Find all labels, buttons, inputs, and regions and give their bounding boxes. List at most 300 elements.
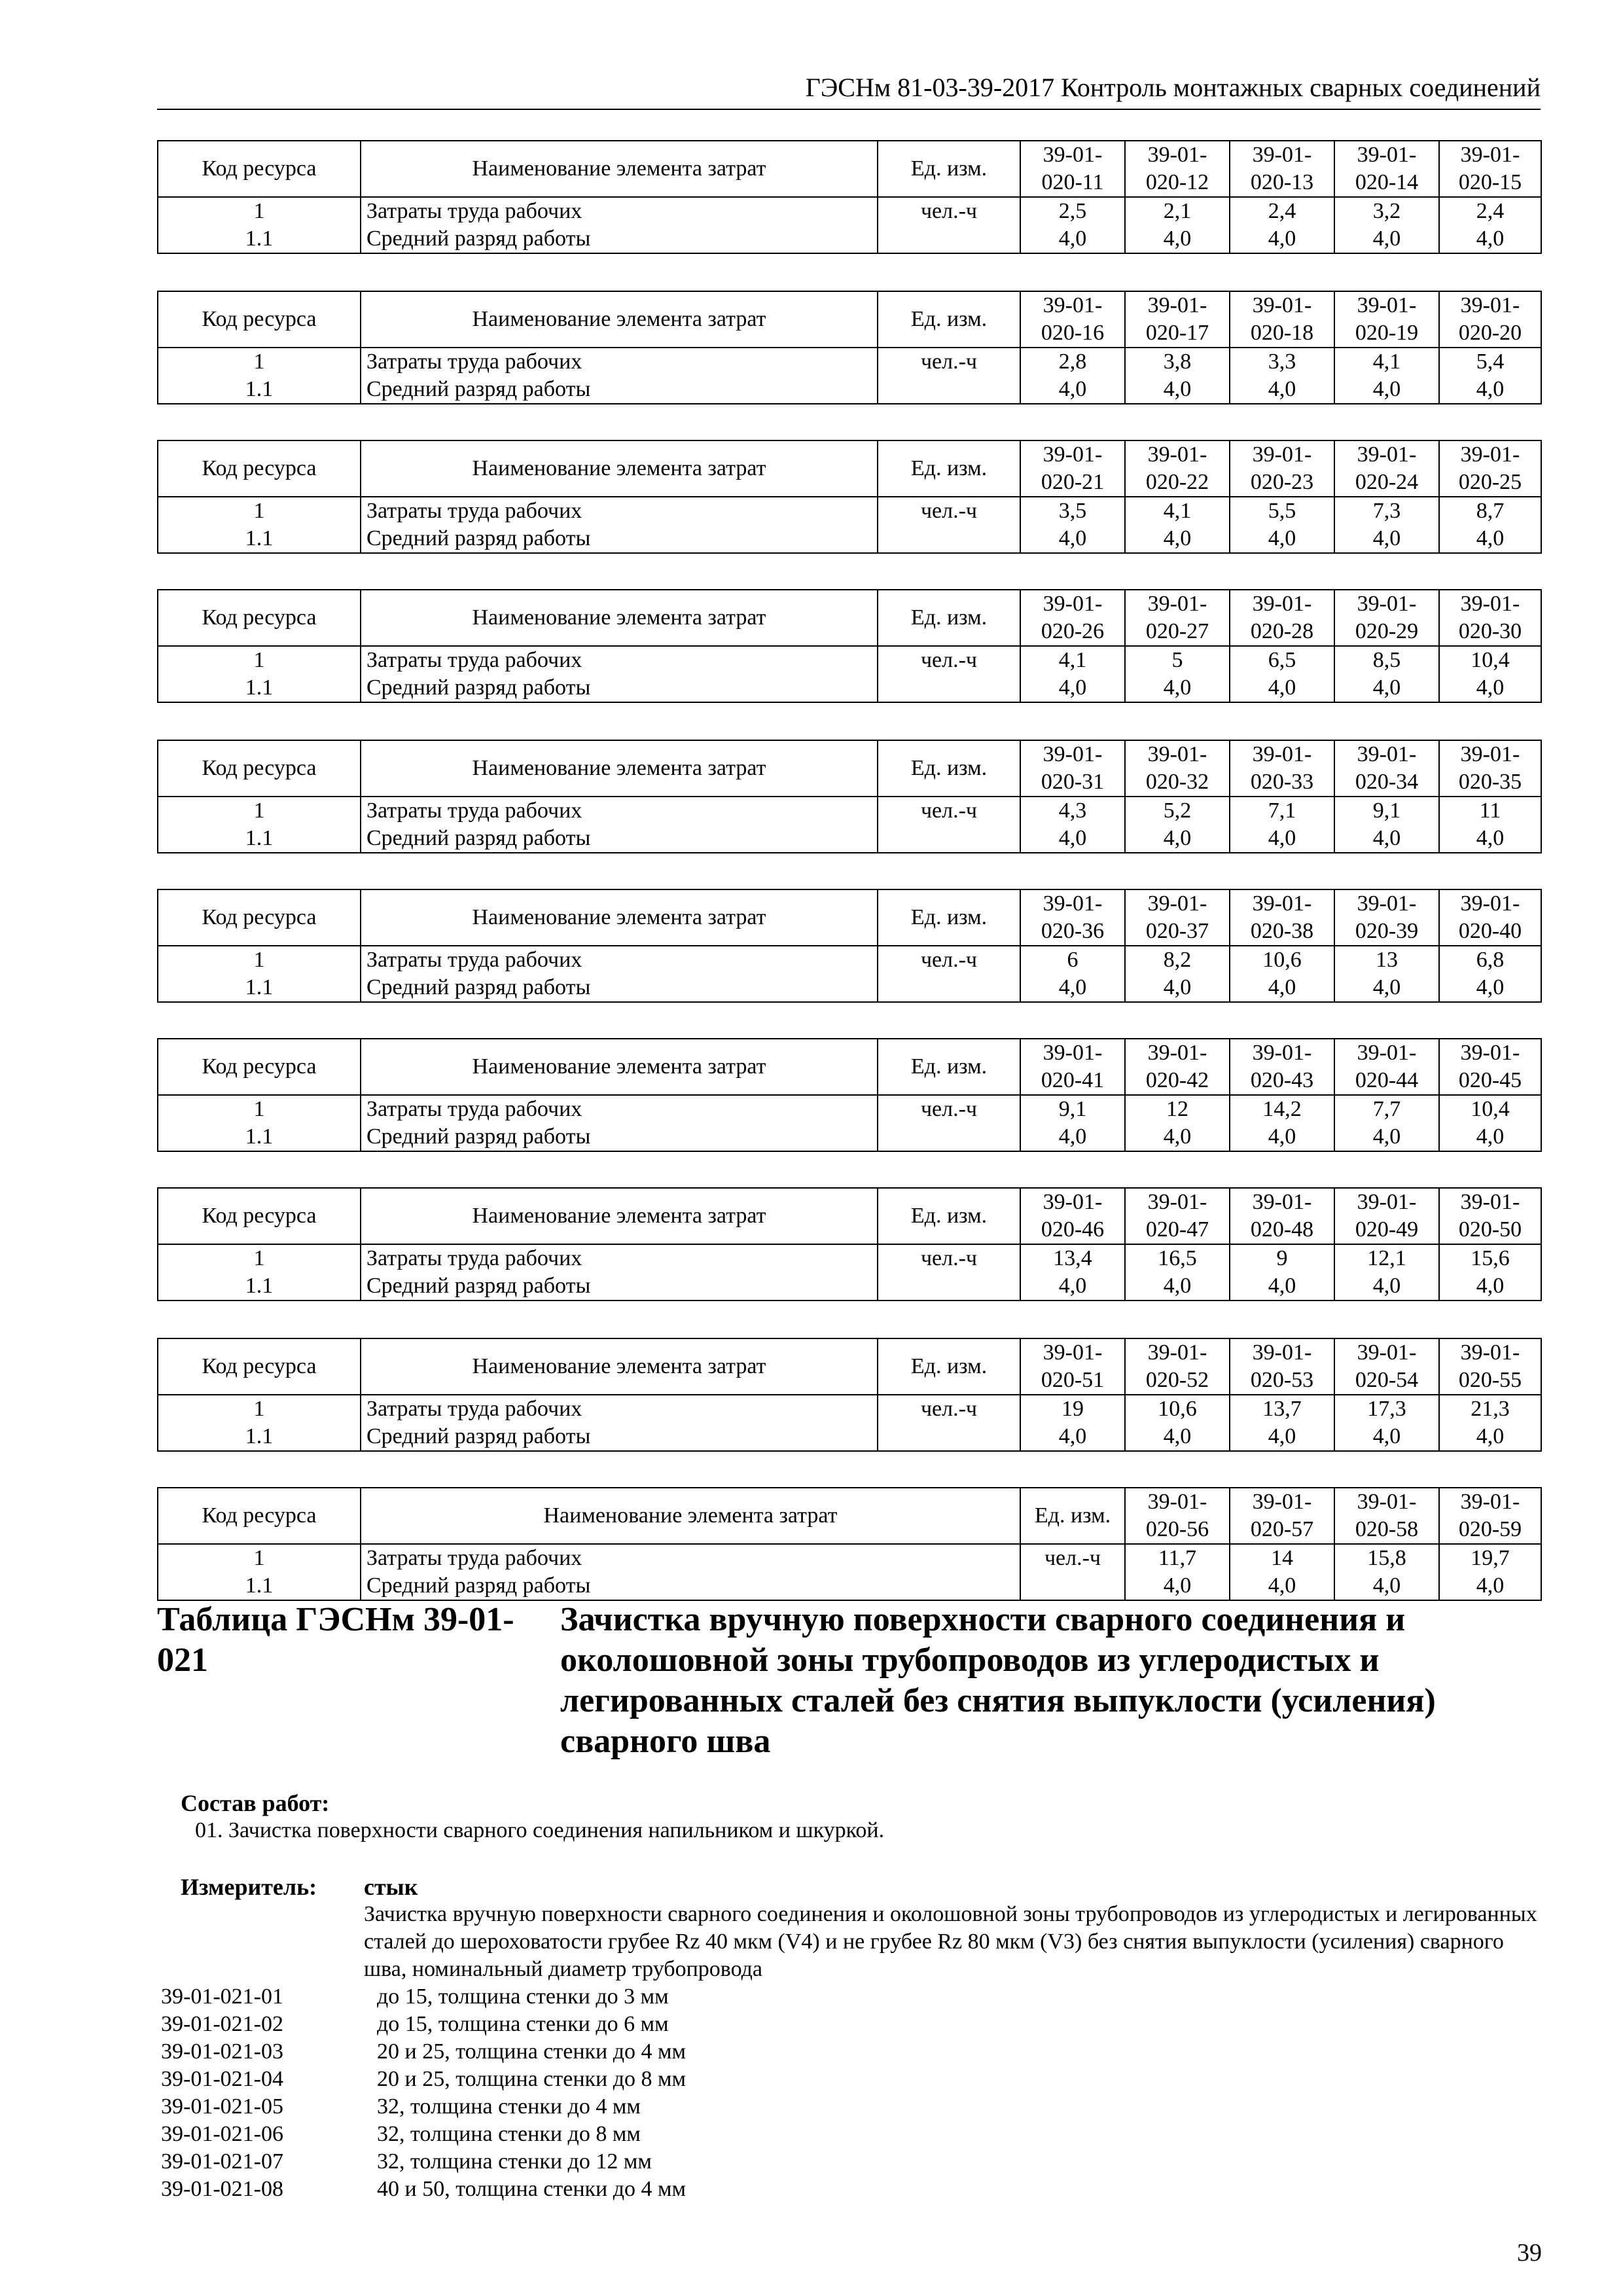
header-norm-code: 39-01- 020-49 bbox=[1334, 1188, 1439, 1244]
header-norm-code: 39-01- 020-18 bbox=[1230, 291, 1334, 348]
cell-unit: чел.-ч bbox=[878, 348, 1020, 376]
cell-unit bbox=[1020, 1572, 1125, 1600]
cell-value: 4,1 bbox=[1334, 348, 1439, 376]
cell-unit bbox=[878, 974, 1020, 1002]
cell-value: 4,0 bbox=[1439, 376, 1541, 404]
header-name: Наименование элемента затрат bbox=[361, 1188, 878, 1244]
cell-value: 4,0 bbox=[1125, 1123, 1230, 1151]
header-norm-code: 39-01- 020-45 bbox=[1439, 1039, 1541, 1095]
norm-code-description: 32, толщина стенки до 4 мм bbox=[377, 2094, 641, 2119]
cell-value: 4,0 bbox=[1125, 974, 1230, 1002]
header-norm-code: 39-01- 020-58 bbox=[1334, 1488, 1439, 1544]
header-unit: Ед. изм. bbox=[878, 440, 1020, 497]
cell-code: 1.1 bbox=[158, 974, 361, 1002]
header-norm-code: 39-01- 020-38 bbox=[1230, 889, 1334, 946]
cell-code: 1 bbox=[158, 497, 361, 525]
cell-value: 4,0 bbox=[1020, 674, 1125, 702]
cell-value: 19,7 bbox=[1439, 1544, 1541, 1572]
cell-value: 3,8 bbox=[1125, 348, 1230, 376]
cell-unit bbox=[878, 1123, 1020, 1151]
cell-unit bbox=[878, 1423, 1020, 1451]
cell-code: 1 bbox=[158, 646, 361, 674]
cell-value: 4,0 bbox=[1439, 1572, 1541, 1600]
header-unit: Ед. изм. bbox=[878, 1188, 1020, 1244]
cell-value: 4,0 bbox=[1334, 1423, 1439, 1451]
cell-code: 1 bbox=[158, 946, 361, 974]
cell-value: 9,1 bbox=[1334, 797, 1439, 825]
header-unit: Ед. изм. bbox=[1020, 1488, 1125, 1544]
header-unit: Ед. изм. bbox=[878, 889, 1020, 946]
header-norm-code: 39-01- 020-52 bbox=[1125, 1338, 1230, 1395]
header-norm-code: 39-01- 020-19 bbox=[1334, 291, 1439, 348]
cell-name: Затраты труда рабочих bbox=[361, 1544, 1020, 1572]
cell-code: 1.1 bbox=[158, 825, 361, 853]
cell-unit: чел.-ч bbox=[878, 797, 1020, 825]
table-label: Таблица ГЭСНм 39-01-021 bbox=[157, 1601, 514, 1679]
header-code: Код ресурса bbox=[158, 740, 361, 797]
header-name: Наименование элемента затрат bbox=[361, 740, 878, 797]
cell-value: 4,0 bbox=[1020, 225, 1125, 253]
cell-value: 4,0 bbox=[1230, 525, 1334, 553]
cell-value: 4,0 bbox=[1125, 825, 1230, 853]
resource-table bbox=[157, 589, 1542, 703]
header-norm-code: 39-01- 020-40 bbox=[1439, 889, 1541, 946]
cell-value: 5 bbox=[1125, 646, 1230, 674]
table-header-row bbox=[158, 590, 1541, 646]
header-code: Код ресурса bbox=[158, 440, 361, 497]
cell-value: 4,0 bbox=[1125, 1423, 1230, 1451]
header-norm-code: 39-01- 020-25 bbox=[1439, 440, 1541, 497]
cell-value: 4,0 bbox=[1020, 974, 1125, 1002]
cell-code: 1.1 bbox=[158, 674, 361, 702]
cell-value: 4,0 bbox=[1334, 974, 1439, 1002]
cell-unit bbox=[878, 525, 1020, 553]
header-unit: Ед. изм. bbox=[878, 740, 1020, 797]
resource-table bbox=[157, 440, 1542, 554]
cell-value: 2,4 bbox=[1230, 197, 1334, 225]
cell-code: 1 bbox=[158, 1544, 361, 1572]
header-name: Наименование элемента затрат bbox=[361, 291, 878, 348]
cell-value: 4,0 bbox=[1439, 1123, 1541, 1151]
resource-table bbox=[157, 740, 1542, 853]
header-norm-code: 39-01- 020-29 bbox=[1334, 590, 1439, 646]
cell-unit: чел.-ч bbox=[1020, 1544, 1125, 1572]
header-norm-code: 39-01- 020-48 bbox=[1230, 1188, 1334, 1244]
header-norm-code: 39-01- 020-41 bbox=[1020, 1039, 1125, 1095]
header-norm-code: 39-01- 020-28 bbox=[1230, 590, 1334, 646]
header-name: Наименование элемента затрат bbox=[361, 889, 878, 946]
cell-value: 4,0 bbox=[1334, 376, 1439, 404]
table-row bbox=[158, 376, 1541, 404]
meter-label: Измеритель: bbox=[181, 1874, 317, 1900]
cell-code: 1 bbox=[158, 348, 361, 376]
cell-value: 13,4 bbox=[1020, 1244, 1125, 1272]
table-row bbox=[158, 197, 1541, 225]
header-code: Код ресурса bbox=[158, 141, 361, 197]
cell-value: 4,0 bbox=[1020, 525, 1125, 553]
table-row bbox=[158, 1095, 1541, 1123]
header-norm-code: 39-01- 020-36 bbox=[1020, 889, 1125, 946]
cell-unit: чел.-ч bbox=[878, 1395, 1020, 1423]
cell-value: 10,6 bbox=[1125, 1395, 1230, 1423]
table-row bbox=[158, 646, 1541, 674]
table-row bbox=[158, 1572, 1541, 1600]
header-norm-code: 39-01- 020-51 bbox=[1020, 1338, 1125, 1395]
cell-value: 4,0 bbox=[1334, 525, 1439, 553]
table-row bbox=[158, 348, 1541, 376]
cell-code: 1.1 bbox=[158, 1272, 361, 1300]
norm-code: 39-01-021-02 bbox=[161, 2012, 283, 2036]
header-norm-code: 39-01- 020-27 bbox=[1125, 590, 1230, 646]
resource-table bbox=[157, 1487, 1542, 1601]
cell-unit: чел.-ч bbox=[878, 1095, 1020, 1123]
header-norm-code: 39-01- 020-50 bbox=[1439, 1188, 1541, 1244]
cell-value: 4,0 bbox=[1334, 1572, 1439, 1600]
norm-code-row bbox=[161, 2066, 686, 2093]
cell-name: Затраты труда рабочих bbox=[361, 946, 878, 974]
header-code: Код ресурса bbox=[158, 1188, 361, 1244]
cell-name: Средний разряд работы bbox=[361, 825, 878, 853]
cell-value: 12 bbox=[1125, 1095, 1230, 1123]
cell-code: 1 bbox=[158, 1095, 361, 1123]
header-norm-code: 39-01- 020-39 bbox=[1334, 889, 1439, 946]
table-row bbox=[158, 1123, 1541, 1151]
header-norm-code: 39-01- 020-35 bbox=[1439, 740, 1541, 797]
header-code: Код ресурса bbox=[158, 1039, 361, 1095]
cell-code: 1 bbox=[158, 197, 361, 225]
cell-name: Средний разряд работы bbox=[361, 225, 878, 253]
table-row bbox=[158, 797, 1541, 825]
cell-value: 4,0 bbox=[1439, 225, 1541, 253]
cell-value: 16,5 bbox=[1125, 1244, 1230, 1272]
cell-value: 5,2 bbox=[1125, 797, 1230, 825]
cell-unit: чел.-ч bbox=[878, 497, 1020, 525]
norm-code: 39-01-021-01 bbox=[161, 1984, 283, 2009]
cell-value: 10,6 bbox=[1230, 946, 1334, 974]
cell-value: 10,4 bbox=[1439, 1095, 1541, 1123]
cell-value: 14 bbox=[1230, 1544, 1334, 1572]
norm-code-row bbox=[161, 2121, 686, 2148]
header-code: Код ресурса bbox=[158, 1488, 361, 1544]
table-header-row bbox=[158, 740, 1541, 797]
cell-value: 4,0 bbox=[1020, 1423, 1125, 1451]
header-unit: Ед. изм. bbox=[878, 141, 1020, 197]
cell-value: 4,0 bbox=[1230, 674, 1334, 702]
header-unit: Ед. изм. bbox=[878, 291, 1020, 348]
resource-table bbox=[157, 1187, 1542, 1301]
header-norm-code: 39-01- 020-57 bbox=[1230, 1488, 1334, 1544]
page-header-title: ГЭСНм 81-03-39-2017 Контроль монтажных сварных соединений bbox=[805, 73, 1541, 102]
cell-value: 4,0 bbox=[1439, 1272, 1541, 1300]
cell-value: 7,3 bbox=[1334, 497, 1439, 525]
table-row bbox=[158, 974, 1541, 1002]
norm-code-description: 20 и 25, толщина стенки до 8 мм bbox=[377, 2067, 687, 2091]
norm-code-row bbox=[161, 2011, 686, 2038]
cell-value: 4,0 bbox=[1230, 1123, 1334, 1151]
meter-unit: стык bbox=[364, 1874, 418, 1900]
header-rule bbox=[157, 109, 1541, 110]
cell-name: Затраты труда рабочих bbox=[361, 1095, 878, 1123]
header-name: Наименование элемента затрат bbox=[361, 590, 878, 646]
table-header-row bbox=[158, 1488, 1541, 1544]
header-norm-code: 39-01- 020-22 bbox=[1125, 440, 1230, 497]
cell-value: 4,1 bbox=[1020, 646, 1125, 674]
header-name: Наименование элемента затрат bbox=[361, 141, 878, 197]
header-norm-code: 39-01- 020-54 bbox=[1334, 1338, 1439, 1395]
cell-value: 4,0 bbox=[1020, 376, 1125, 404]
table-row bbox=[158, 1544, 1541, 1572]
cell-value: 9,1 bbox=[1020, 1095, 1125, 1123]
header-norm-code: 39-01- 020-59 bbox=[1439, 1488, 1541, 1544]
resource-table bbox=[157, 1338, 1542, 1452]
cell-value: 4,0 bbox=[1439, 525, 1541, 553]
table-row bbox=[158, 497, 1541, 525]
header-unit: Ед. изм. bbox=[878, 1039, 1020, 1095]
norm-code-description: 40 и 50, толщина стенки до 4 мм bbox=[377, 2177, 687, 2201]
header-norm-code: 39-01- 020-21 bbox=[1020, 440, 1125, 497]
cell-value: 17,3 bbox=[1334, 1395, 1439, 1423]
norm-code-description: 32, толщина стенки до 12 мм bbox=[377, 2149, 652, 2174]
cell-value: 4,0 bbox=[1230, 825, 1334, 853]
cell-code: 1.1 bbox=[158, 1123, 361, 1151]
cell-value: 5,4 bbox=[1439, 348, 1541, 376]
cell-value: 21,3 bbox=[1439, 1395, 1541, 1423]
cell-value: 3,3 bbox=[1230, 348, 1334, 376]
header-norm-code: 39-01- 020-53 bbox=[1230, 1338, 1334, 1395]
cell-value: 4,1 bbox=[1125, 497, 1230, 525]
norm-code-row bbox=[161, 1983, 686, 2011]
header-norm-code: 39-01- 020-16 bbox=[1020, 291, 1125, 348]
header-norm-code: 39-01- 020-20 bbox=[1439, 291, 1541, 348]
table-heading: Зачистка вручную поверхности сварного соединения и околошовной зоны трубопроводов из углеродистых и легированных сталей без снятия выпуклости (усиления) сварного шва bbox=[560, 1601, 1436, 1760]
cell-value: 11 bbox=[1439, 797, 1541, 825]
cell-name: Затраты труда рабочих bbox=[361, 497, 878, 525]
cell-code: 1.1 bbox=[158, 525, 361, 553]
table-header-row bbox=[158, 1188, 1541, 1244]
norm-code-row bbox=[161, 2093, 686, 2121]
cell-unit bbox=[878, 825, 1020, 853]
header-norm-code: 39-01- 020-15 bbox=[1439, 141, 1541, 197]
header-norm-code: 39-01- 020-43 bbox=[1230, 1039, 1334, 1095]
cell-name: Средний разряд работы bbox=[361, 525, 878, 553]
cell-value: 4,0 bbox=[1334, 1272, 1439, 1300]
cell-value: 4,0 bbox=[1125, 525, 1230, 553]
norm-code-list bbox=[161, 1983, 686, 2203]
header-norm-code: 39-01- 020-31 bbox=[1020, 740, 1125, 797]
cell-value: 4,0 bbox=[1334, 1123, 1439, 1151]
cell-name: Средний разряд работы bbox=[361, 1123, 878, 1151]
cell-value: 4,0 bbox=[1125, 674, 1230, 702]
norm-code-description: до 15, толщина стенки до 3 мм bbox=[377, 1984, 669, 2009]
table-header-row bbox=[158, 1338, 1541, 1395]
header-norm-code: 39-01- 020-24 bbox=[1334, 440, 1439, 497]
cell-value: 4,0 bbox=[1334, 825, 1439, 853]
cell-value: 4,3 bbox=[1020, 797, 1125, 825]
cell-value: 6,5 bbox=[1230, 646, 1334, 674]
cell-value: 4,0 bbox=[1125, 1272, 1230, 1300]
cell-name: Затраты труда рабочих bbox=[361, 797, 878, 825]
cell-value: 8,5 bbox=[1334, 646, 1439, 674]
header-norm-code: 39-01- 020-42 bbox=[1125, 1039, 1230, 1095]
header-norm-code: 39-01- 020-46 bbox=[1020, 1188, 1125, 1244]
cell-value: 4,0 bbox=[1230, 1272, 1334, 1300]
table-row bbox=[158, 1423, 1541, 1451]
header-unit: Ед. изм. bbox=[878, 1338, 1020, 1395]
page-number: 39 bbox=[1517, 2239, 1542, 2267]
cell-value: 2,1 bbox=[1125, 197, 1230, 225]
cell-value: 2,5 bbox=[1020, 197, 1125, 225]
header-code: Код ресурса bbox=[158, 889, 361, 946]
cell-code: 1.1 bbox=[158, 225, 361, 253]
resource-table bbox=[157, 1038, 1542, 1152]
cell-value: 4,0 bbox=[1125, 225, 1230, 253]
cell-name: Средний разряд работы bbox=[361, 1423, 878, 1451]
cell-value: 4,0 bbox=[1439, 825, 1541, 853]
header-code: Код ресурса bbox=[158, 590, 361, 646]
cell-value: 4,0 bbox=[1439, 674, 1541, 702]
cell-value: 2,4 bbox=[1439, 197, 1541, 225]
header-norm-code: 39-01- 020-23 bbox=[1230, 440, 1334, 497]
cell-value: 6 bbox=[1020, 946, 1125, 974]
cell-name: Средний разряд работы bbox=[361, 1572, 1020, 1600]
header-code: Код ресурса bbox=[158, 1338, 361, 1395]
table-header-row bbox=[158, 889, 1541, 946]
table-row bbox=[158, 946, 1541, 974]
cell-value: 2,8 bbox=[1020, 348, 1125, 376]
header-norm-code: 39-01- 020-26 bbox=[1020, 590, 1125, 646]
header-name: Наименование элемента затрат bbox=[361, 440, 878, 497]
cell-value: 8,2 bbox=[1125, 946, 1230, 974]
cell-name: Средний разряд работы bbox=[361, 1272, 878, 1300]
cell-unit bbox=[878, 674, 1020, 702]
cell-value: 11,7 bbox=[1125, 1544, 1230, 1572]
header-name: Наименование элемента затрат bbox=[361, 1488, 1020, 1544]
norm-code-row bbox=[161, 2148, 686, 2176]
cell-code: 1 bbox=[158, 1395, 361, 1423]
cell-value: 15,6 bbox=[1439, 1244, 1541, 1272]
header-code: Код ресурса bbox=[158, 291, 361, 348]
norm-code: 39-01-021-04 bbox=[161, 2067, 283, 2091]
cell-value: 12,1 bbox=[1334, 1244, 1439, 1272]
cell-name: Средний разряд работы bbox=[361, 974, 878, 1002]
norm-code: 39-01-021-03 bbox=[161, 2039, 283, 2064]
norm-code-description: 20 и 25, толщина стенки до 4 мм bbox=[377, 2039, 687, 2064]
header-norm-code: 39-01- 020-34 bbox=[1334, 740, 1439, 797]
header-norm-code: 39-01- 020-37 bbox=[1125, 889, 1230, 946]
cell-unit bbox=[878, 376, 1020, 404]
table-header-row bbox=[158, 440, 1541, 497]
table-row bbox=[158, 225, 1541, 253]
cell-value: 13 bbox=[1334, 946, 1439, 974]
cell-value: 4,0 bbox=[1230, 225, 1334, 253]
cell-value: 4,0 bbox=[1439, 1423, 1541, 1451]
norm-code: 39-01-021-07 bbox=[161, 2149, 283, 2174]
composition-item: 01. Зачистка поверхности сварного соединения напильником и шкуркой. bbox=[195, 1818, 885, 1842]
cell-value: 5,5 bbox=[1230, 497, 1334, 525]
header-norm-code: 39-01- 020-13 bbox=[1230, 141, 1334, 197]
table-row bbox=[158, 1244, 1541, 1272]
cell-value: 4,0 bbox=[1230, 1572, 1334, 1600]
header-name: Наименование элемента затрат bbox=[361, 1338, 878, 1395]
cell-value: 4,0 bbox=[1230, 974, 1334, 1002]
table-row bbox=[158, 525, 1541, 553]
cell-value: 4,0 bbox=[1230, 1423, 1334, 1451]
cell-value: 6,8 bbox=[1439, 946, 1541, 974]
cell-unit: чел.-ч bbox=[878, 646, 1020, 674]
cell-value: 4,0 bbox=[1334, 674, 1439, 702]
resource-table bbox=[157, 889, 1542, 1003]
table-row bbox=[158, 1272, 1541, 1300]
resource-table bbox=[157, 291, 1542, 404]
header-norm-code: 39-01- 020-33 bbox=[1230, 740, 1334, 797]
cell-name: Затраты труда рабочих bbox=[361, 646, 878, 674]
resource-table bbox=[157, 140, 1542, 254]
norm-code: 39-01-021-05 bbox=[161, 2094, 283, 2119]
composition-label: Состав работ: bbox=[181, 1790, 330, 1816]
cell-value: 4,0 bbox=[1020, 825, 1125, 853]
table-row bbox=[158, 674, 1541, 702]
cell-value: 19 bbox=[1020, 1395, 1125, 1423]
norm-code-description: до 15, толщина стенки до 6 мм bbox=[377, 2012, 669, 2036]
header-norm-code: 39-01- 020-17 bbox=[1125, 291, 1230, 348]
norm-code: 39-01-021-06 bbox=[161, 2122, 283, 2146]
norm-code-row bbox=[161, 2038, 686, 2066]
header-norm-code: 39-01- 020-12 bbox=[1125, 141, 1230, 197]
header-unit: Ед. изм. bbox=[878, 590, 1020, 646]
norm-code-row bbox=[161, 2176, 686, 2203]
cell-name: Затраты труда рабочих bbox=[361, 197, 878, 225]
cell-value: 4,0 bbox=[1125, 376, 1230, 404]
cell-unit bbox=[878, 1272, 1020, 1300]
header-norm-code: 39-01- 020-11 bbox=[1020, 141, 1125, 197]
cell-code: 1.1 bbox=[158, 1423, 361, 1451]
cell-name: Затраты труда рабочих bbox=[361, 1244, 878, 1272]
cell-value: 14,2 bbox=[1230, 1095, 1334, 1123]
header-norm-code: 39-01- 020-14 bbox=[1334, 141, 1439, 197]
cell-value: 7,7 bbox=[1334, 1095, 1439, 1123]
table-header-row bbox=[158, 1039, 1541, 1095]
table-row bbox=[158, 1395, 1541, 1423]
cell-value: 10,4 bbox=[1439, 646, 1541, 674]
cell-name: Затраты труда рабочих bbox=[361, 1395, 878, 1423]
meter-description: Зачистка вручную поверхности сварного соединения и околошовной зоны трубопроводов из углеродистых и легированных сталей до шероховатости грубее Rz 40 мкм (V4) и не грубее Rz 80 мкм (V3) без снятия выпуклости (усиления) сварного шва, номинальный диаметр трубопровода bbox=[364, 1902, 1537, 1981]
cell-value: 4,0 bbox=[1230, 376, 1334, 404]
cell-code: 1 bbox=[158, 797, 361, 825]
cell-name: Затраты труда рабочих bbox=[361, 348, 878, 376]
header-norm-code: 39-01- 020-47 bbox=[1125, 1188, 1230, 1244]
header-norm-code: 39-01- 020-32 bbox=[1125, 740, 1230, 797]
table-header-row bbox=[158, 141, 1541, 197]
header-name: Наименование элемента затрат bbox=[361, 1039, 878, 1095]
cell-name: Средний разряд работы bbox=[361, 674, 878, 702]
cell-value: 15,8 bbox=[1334, 1544, 1439, 1572]
header-norm-code: 39-01- 020-55 bbox=[1439, 1338, 1541, 1395]
cell-value: 3,2 bbox=[1334, 197, 1439, 225]
cell-unit: чел.-ч bbox=[878, 946, 1020, 974]
table-header-row bbox=[158, 291, 1541, 348]
norm-code-description: 32, толщина стенки до 8 мм bbox=[377, 2122, 641, 2146]
cell-code: 1.1 bbox=[158, 376, 361, 404]
cell-value: 4,0 bbox=[1125, 1572, 1230, 1600]
cell-value: 4,0 bbox=[1020, 1272, 1125, 1300]
norm-code: 39-01-021-08 bbox=[161, 2177, 283, 2201]
cell-name: Средний разряд работы bbox=[361, 376, 878, 404]
cell-value: 8,7 bbox=[1439, 497, 1541, 525]
cell-value: 4,0 bbox=[1439, 974, 1541, 1002]
cell-value: 9 bbox=[1230, 1244, 1334, 1272]
cell-value: 7,1 bbox=[1230, 797, 1334, 825]
cell-unit: чел.-ч bbox=[878, 197, 1020, 225]
